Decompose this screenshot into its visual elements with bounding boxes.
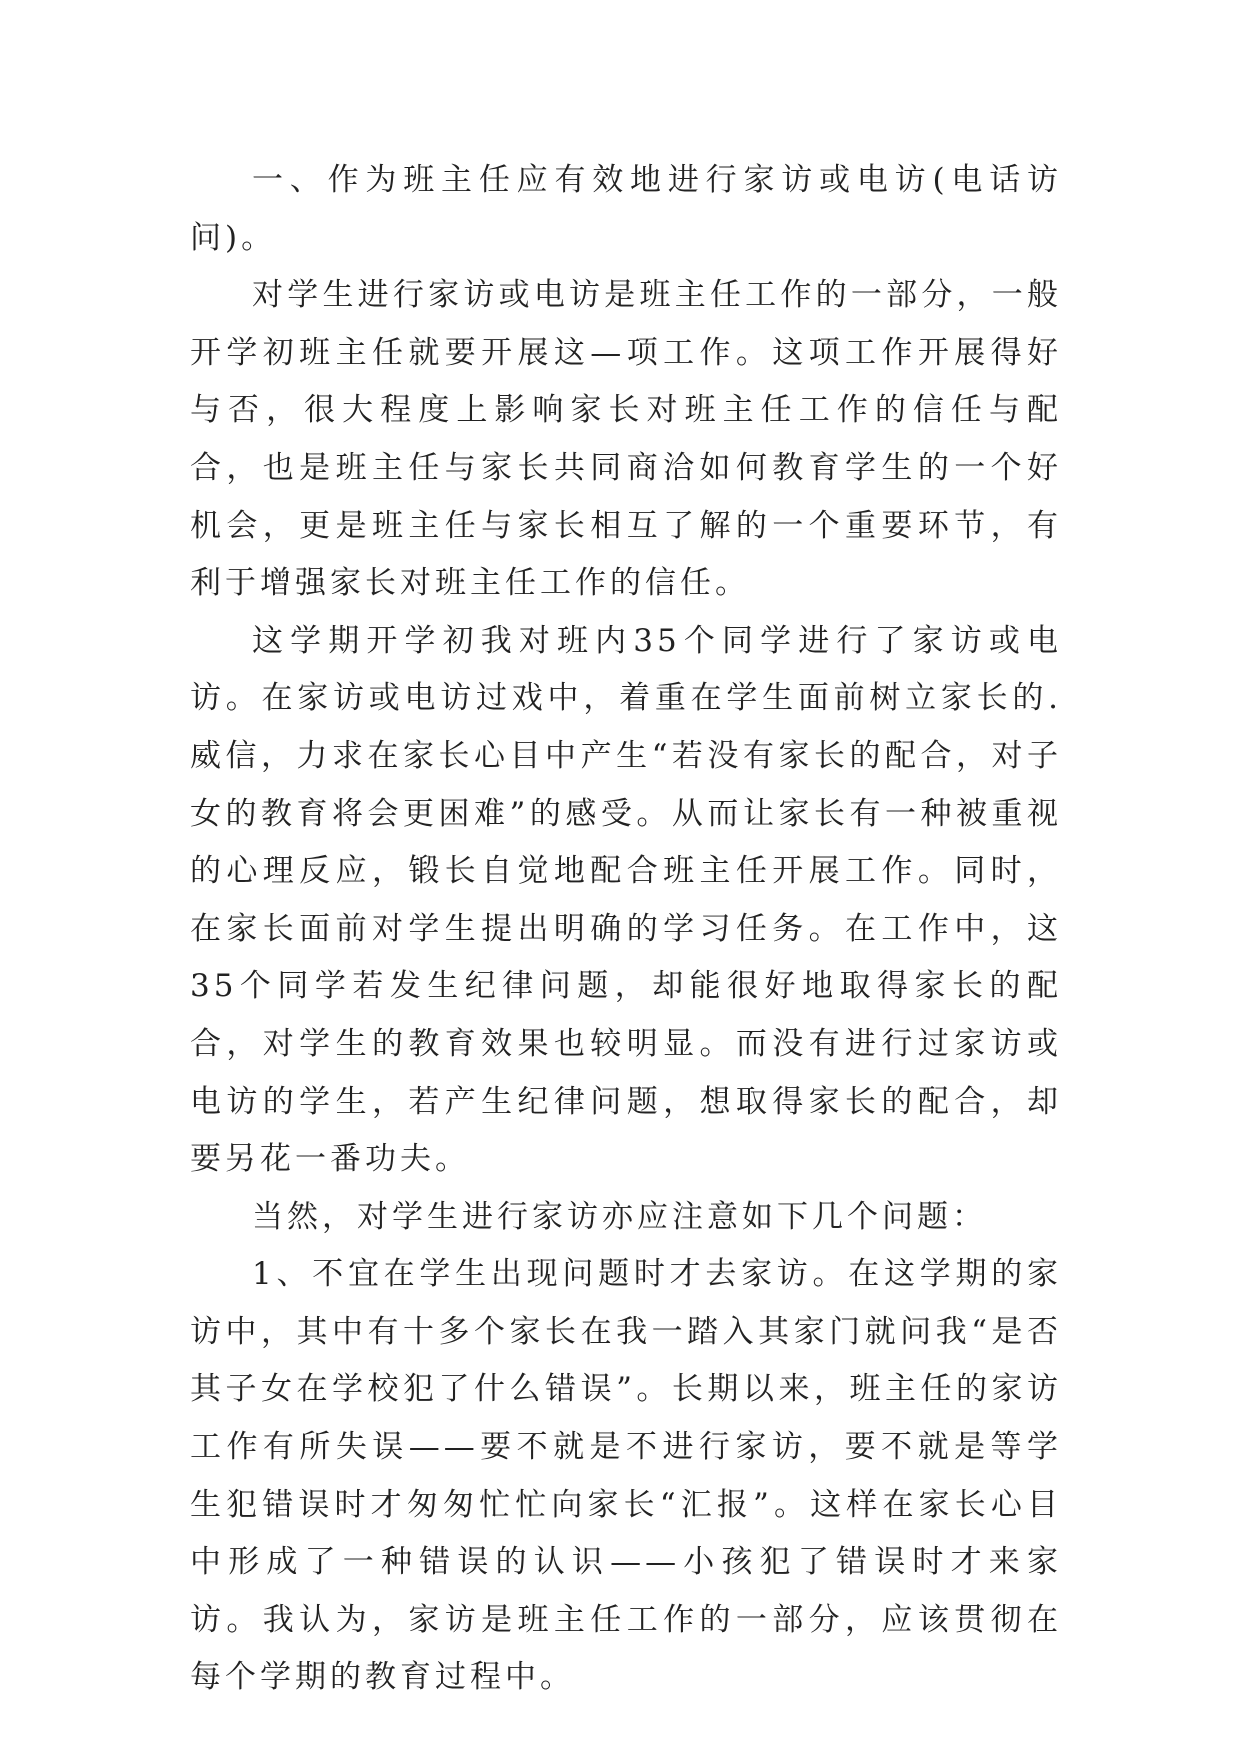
- paragraph-notes-lead: 当然，对学生进行家访亦应注意如下几个问题：: [252, 1198, 987, 1235]
- document-body: [190, 152, 1062, 1707]
- paragraph-experience: 这学期开学初我对班内35个同学进行了家访或电访。在家访或电访过戏中，着重在学生面前树立家长的.威信，力求在家长心目中产生“若没有家长的配合，对子女的教育将会更困难”的感受。从而让家长有一种被重视的心理反应，锻长自觉地配合班主任开展工作。同时，在家长面前对学生提出明确的学习任务。在工作中，这35个同学若发生纪律问题，却能很好地取得家长的配合，对学生的教育效果也较明显。而没有进行过家访或电访的学生，若产生纪律问题，想取得家长的配合，却要另花一番功夫。: [190, 622, 1062, 1178]
- section-heading: 一、作为班主任应有效地进行家访或电访(电话访问)。: [190, 162, 1062, 256]
- paragraph-intro: 对学生进行家访或电访是班主任工作的一部分，一般开学初班主任就要开展这—项工作。这项工作开展得好与否，很大程度上影响家长对班主任工作的信任与配合，也是班主任与家长共同商洽如何教育学生的一个好机会，更是班主任与家长相互了解的一个重要环节，有利于增强家长对班主任工作的信任。: [190, 277, 1062, 602]
- paragraph-point-1: 1、不宜在学生出现问题时才去家访。在这学期的家访中，其中有十多个家长在我一踏入其家门就问我“是否其子女在学校犯了什么错误”。长期以来，班主任的家访工作有所失误——要不就是不进行家访，要不就是等学生犯错误时才匆匆忙忙向家长“汇报”。这样在家长心目中形成了一种错误的认识——小孩犯了错误时才来家访。我认为，家访是班主任工作的一部分，应该贯彻在每个学期的教育过程中。: [190, 1256, 1062, 1696]
